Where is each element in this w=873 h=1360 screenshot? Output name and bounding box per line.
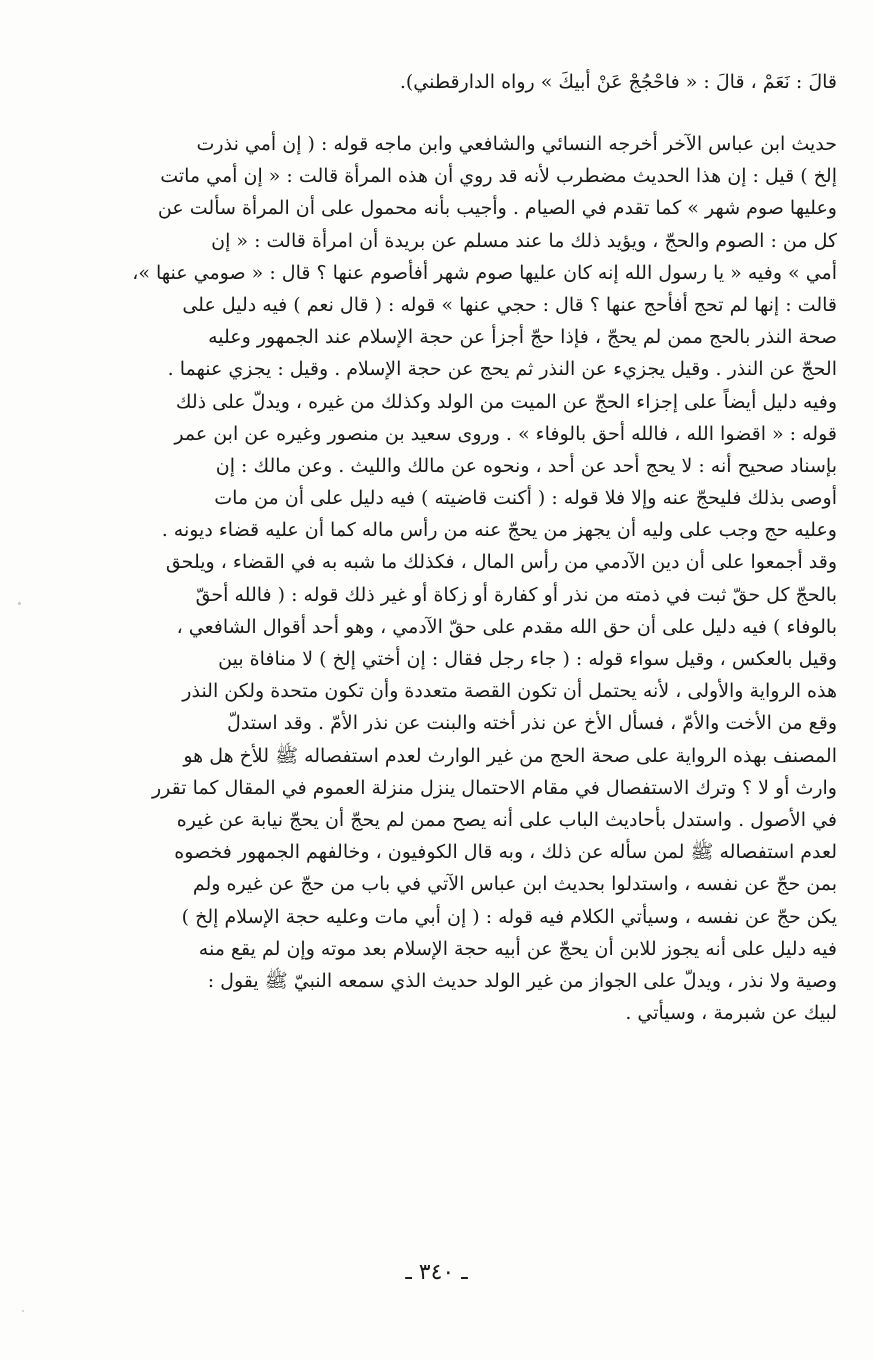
body-line: يكن حجّ عن نفسه ، وسيأتي الكلام فيه قوله : ( إن أبي مات وعليه حجة الإسلام إلخ ) [181,905,837,928]
body-line: بإسناد صحيح أنه : لا يحج أحد عن أحد ، ونحوه عن مالك والليث . وعن مالك : إن [215,454,837,477]
scan-speck [22,1310,24,1312]
body-line: أوصى بذلك فليحجّ عنه وإلا فلا قوله : ( أكنت قاضيته ) فيه دليل على أن من مات [214,487,837,510]
body-line: المصنف بهذه الرواية على صحة الحج من غير الوارث لعدم استفصاله ﷺ للأخ هل هو [183,744,837,767]
body-line: أمي » وفيه « يا رسول الله إنه كان عليها صوم شهر أفأصوم عنها ؟ قال : « صومي عنها »، [132,261,837,284]
body-line: وقد أجمعوا على أن دين الآدمي من رأس المال ، فكذلك ما شبه به في القضاء ، ويلحق [165,551,837,574]
body-line: وقع من الأخت والأمّ ، فسأل الأخ عن نذر أخته والبنت عن نذر الأمّ . وقد استدلّ [227,712,837,735]
body-line: بالحجّ كل حقّ ثبت في ذمته من نذر أو كفارة أو زكاة أو غير ذلك قوله : ( فالله أحقّ [195,583,837,606]
body-line: بمن حجّ عن نفسه ، واستدلوا بحديث ابن عباس الآتي في باب من حجّ عن غيره ولم [192,873,837,896]
body-line: صحة النذر بالحج ممن لم يحجّ ، فإذا حجّ أجزأ عن حجة الإسلام عند الجمهور وعليه [208,326,837,349]
body-line: لعدم استفصاله ﷺ لمن سأله عن ذلك ، وبه قال الكوفيون ، وخالفهم الجمهور فخصوه [174,841,837,864]
body-line: وصية ولا نذر ، ويدلّ على الجواز من غير الولد حديث الذي سمعه النبيّ ﷺ يقول : [207,969,837,992]
body-line: قوله : « اقضوا الله ، فالله أحق بالوفاء » . وروى سعيد بن منصور وغيره عن ابن عمر [174,422,837,445]
body-line: فيه دليل على أنه يجوز للابن أن يحجّ عن أبيه حجة الإسلام بعد موته وإن لم يقع منه [198,937,837,960]
body-line: في الأصول . واستدل بأحاديث الباب على أنه يصح ممن لم يحجّ أن يحجّ نيابة عن غيره [176,808,837,831]
body-line: كل من : الصوم والحجّ ، ويؤيد ذلك ما عند مسلم عن بريدة أن امرأة قالت : « إن [211,229,837,252]
body-line: إلخ ) قيل : إن هذا الحديث مضطرب لأنه قد روي أن هذه المرأة قالت : « إن أمي ماتت [160,165,837,188]
body-line: قالت : إنها لم تحج أفأحج عنها ؟ قال : حجي عنها » قوله : ( قال نعم ) فيه دليل على [182,293,837,316]
intro-hadith-text [37,66,837,99]
body-line: الحجّ عن النذر . وقيل يجزيء عن النذر ثم يحج عن حجة الإسلام . وقيل : يجزي عنهما . [167,358,837,381]
body-line: وارث أو لا ؟ وترك الاستفصال في مقام الاحتمال ينزل منزلة العموم في المقال كما تقرر [151,776,837,799]
scan-speck [18,602,21,605]
body-line: وفيه دليل أيضاً على إجزاء الحجّ عن الميت من الولد وكذلك من غيره ، ويدلّ على ذلك [175,390,837,413]
intro-line: قالَ : نَعَمْ ، قالَ : « فاحْجُجْ عَنْ أبيكَ » رواه الدارقطني). [399,71,837,93]
body-line: بالوفاء ) فيه دليل على أن حق الله مقدم على حقّ الآدمي ، وهو أحد أقوال الشافعي ، [176,615,837,638]
body-line: لبيك عن شبرمة ، وسيأتي . [625,1002,837,1025]
body-line: وعليها صوم شهر » كما تقدم في الصيام . وأجيب بأنه محمول على أن المرأة سألت عن [157,197,837,220]
body-line: وعليه حج وجب على وليه أن يجهز من يحجّ عنه من رأس ماله كما أن عليه قضاء ديونه . [161,519,837,542]
page-number: ـ ٣٤٠ ـ [405,1260,468,1285]
body-line: حديث ابن عباس الآخر أخرجه النسائي والشافعي وابن ماجه قوله : ( إن أمي نذرت [196,133,837,155]
body-line: وقيل بالعكس ، وقيل سواء قوله : ( جاء رجل فقال : إن أختي إلخ ) لا منافاة بين [218,648,837,670]
body-line: هذه الرواية والأولى ، لأنه يحتمل أن تكون القصة متعددة وأن تكون متحدة ولكن النذر [182,680,837,703]
commentary-text [37,128,837,1029]
